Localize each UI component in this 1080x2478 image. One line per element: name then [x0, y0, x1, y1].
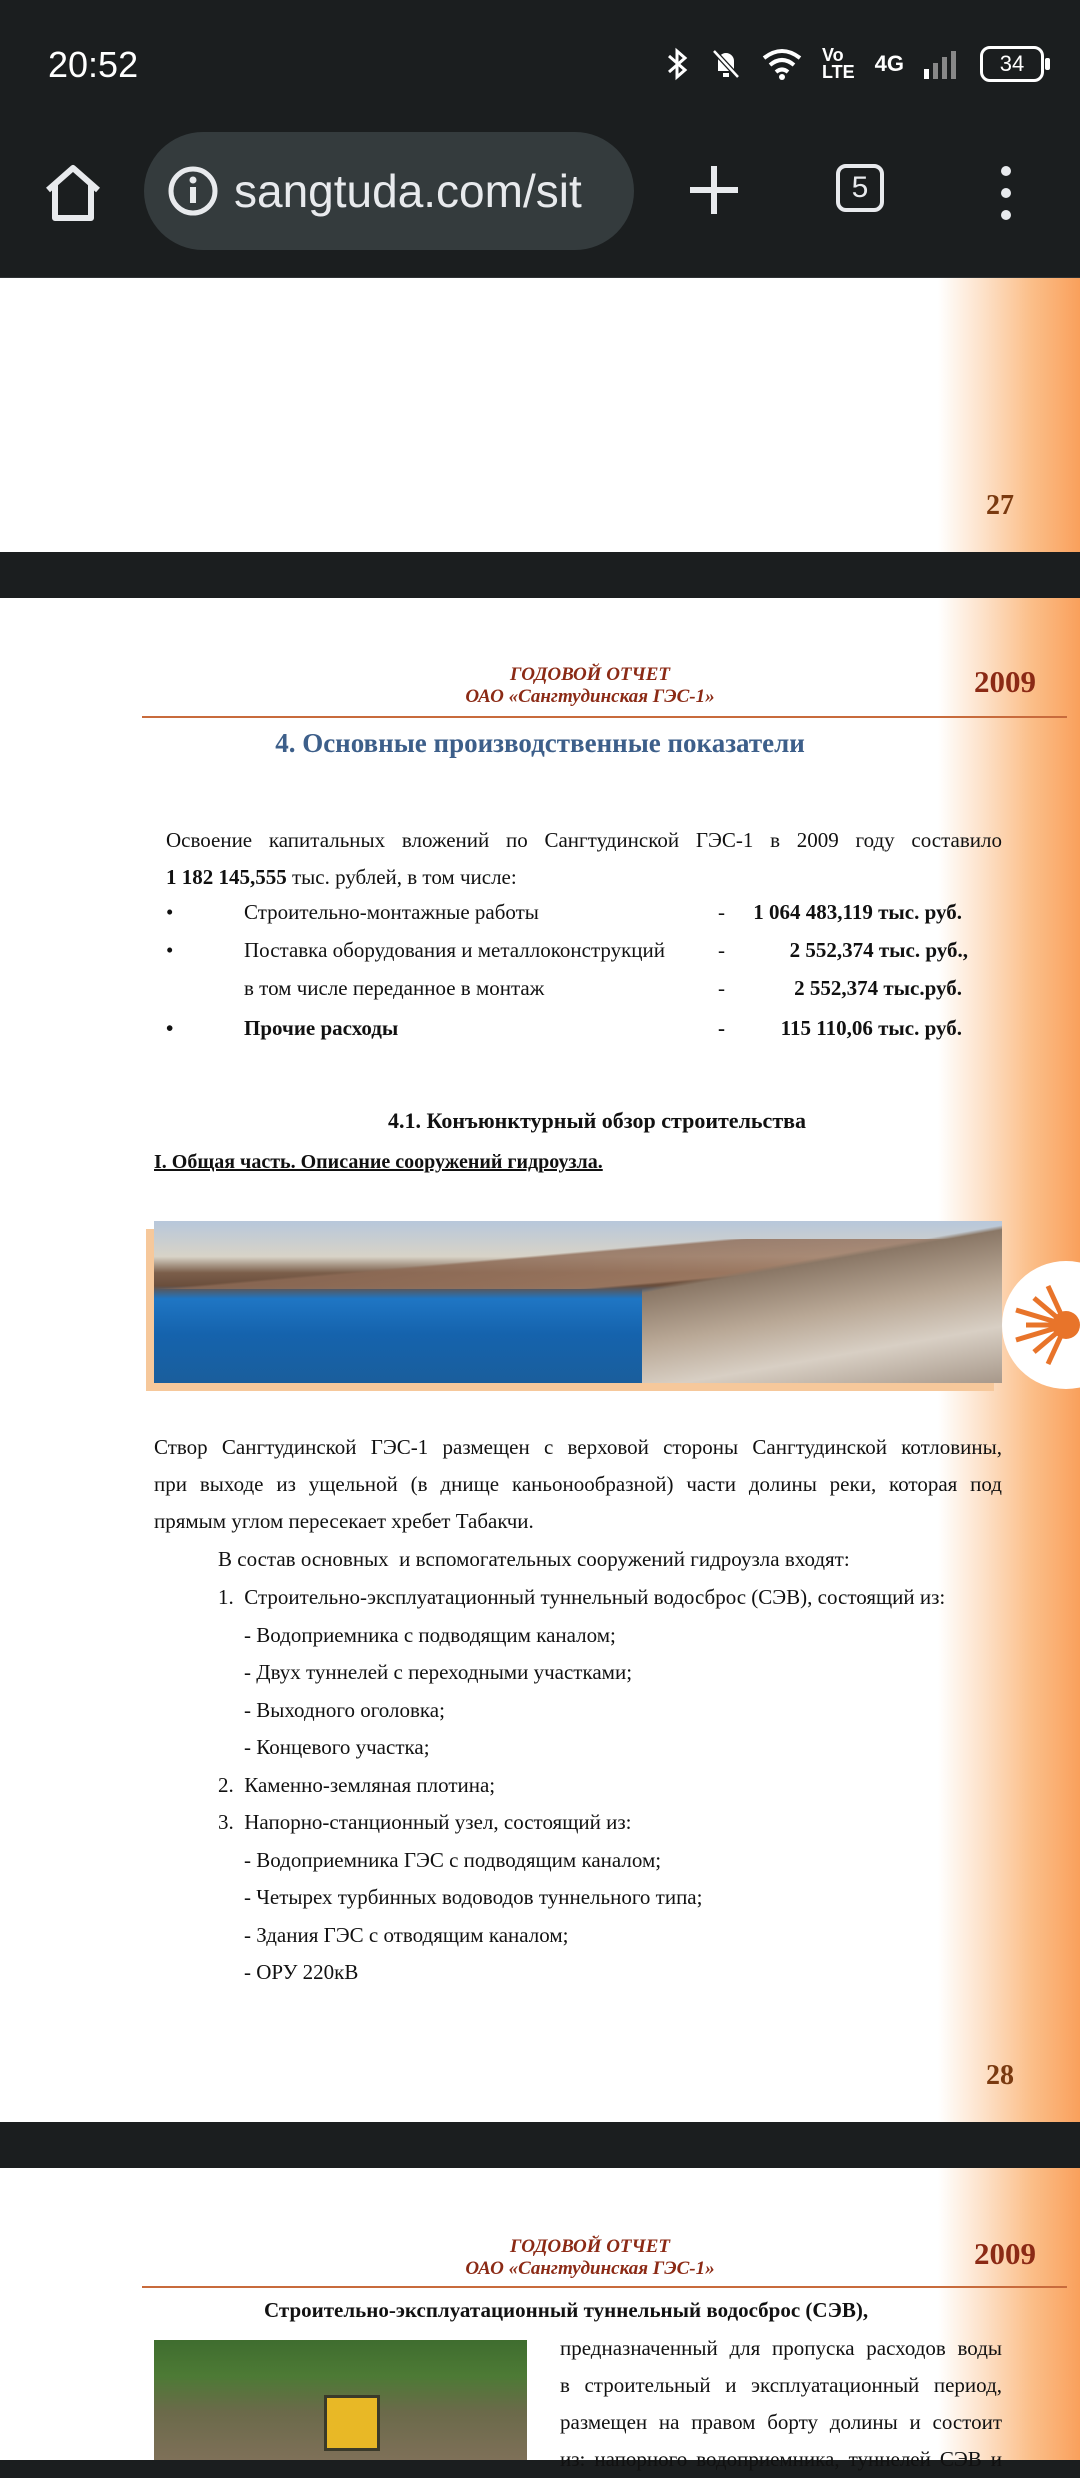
- pdf-page-27: [0, 278, 1080, 552]
- list-line: - Водоприемника с подводящим каналом;: [244, 1623, 616, 1647]
- paragraph-line: предназначенный для пропуска расходов воды: [560, 2336, 1002, 2360]
- tab-switcher-button[interactable]: 5: [836, 164, 884, 212]
- item-value: 1 064 483,119 тыс. руб.: [753, 900, 962, 924]
- bullet: •: [166, 938, 174, 962]
- header-year: 2009: [974, 2236, 1036, 2271]
- header-company: ОАО «Сангтудинская ГЭС-1»: [465, 2258, 715, 2279]
- item-label: Поставка оборудования и металлоконструкций: [244, 938, 666, 962]
- item-dash: -: [718, 938, 725, 962]
- site-info-icon[interactable]: [166, 164, 220, 218]
- part-title: I. Общая часть. Описание сооружений гидроузла.: [154, 1151, 603, 1173]
- url-text[interactable]: sangtuda.com/sit: [234, 165, 582, 217]
- list-line: 2. Каменно-земляная плотина;: [218, 1773, 496, 1797]
- item-label: в том числе переданное в монтаж: [244, 976, 545, 1000]
- bluetooth-icon: [666, 47, 690, 81]
- list-line: - Концевого участка;: [244, 1735, 430, 1759]
- intro-amount: 1 182 145,555: [166, 865, 287, 889]
- paragraph-line: из: напорного водоприемника, туннелей СЭВ и: [560, 2447, 1002, 2471]
- list-line: - Четырех турбинных водоводов туннельного типа;: [244, 1885, 703, 1909]
- paragraph-line: размещен на правом борту долины и состоит: [560, 2410, 1002, 2434]
- header-company: ОАО «Сангтудинская ГЭС-1»: [465, 686, 715, 707]
- intro-rest: тыс. рублей, в том числе:: [286, 865, 517, 889]
- section-title: 4. Основные производственные показатели: [275, 728, 805, 758]
- header-divider: [142, 716, 1067, 718]
- list-line: 3. Напорно-станционный узел, состоящий из:: [218, 1810, 632, 1834]
- volte-indicator: Vo LTE: [821, 45, 855, 82]
- subsection-title: 4.1. Конъюнктурный обзор строительства: [388, 1108, 806, 1133]
- home-icon[interactable]: [40, 160, 106, 226]
- intro-line2: [166, 859, 517, 896]
- item-dash: -: [718, 900, 725, 924]
- overflow-menu-icon[interactable]: [994, 160, 1018, 224]
- browser-toolbar: [0, 130, 1080, 279]
- header-divider: [142, 2286, 1067, 2288]
- paragraph-line: прямым углом пересекает хребет Табакчи.: [154, 1509, 534, 1533]
- list-item: [0, 938, 1080, 968]
- item-dash: -: [718, 1016, 725, 1040]
- list-item: [0, 976, 1080, 1006]
- status-bar: [0, 0, 1080, 130]
- paragraph-line: Створ Сангтудинской ГЭС-1 размещен с верховой стороны Сангтудинской котловины,: [154, 1435, 1002, 1459]
- intro-line1: Освоение капитальных вложений по Сангтудинской ГЭС-1 в 2009 году составило: [166, 828, 1002, 852]
- item-value: 2 552,374 тыс. руб.,: [789, 938, 968, 962]
- company-logo-emblem: [986, 1258, 1080, 1392]
- list-line: 1. Строительно-эксплуатационный туннельный водосброс (СЭВ), состоящий из:: [218, 1585, 946, 1609]
- header-title: ГОДОВОЙ ОТЧЕТ: [509, 2236, 671, 2257]
- address-bar[interactable]: [144, 132, 634, 250]
- list-item: [0, 1016, 1080, 1046]
- section-heading: Строительно-эксплуатационный туннельный водосброс (СЭВ),: [264, 2298, 869, 2322]
- item-dash: -: [718, 976, 725, 1000]
- item-value: 2 552,374 тыс.руб.: [794, 976, 962, 1000]
- network-type: 4G: [874, 51, 904, 76]
- header-year: 2009: [974, 664, 1036, 699]
- list-line: - ОРУ 220кВ: [244, 1960, 359, 1984]
- item-label: Прочие расходы: [244, 1016, 399, 1040]
- bullet: •: [166, 900, 174, 924]
- new-tab-icon[interactable]: [684, 160, 744, 220]
- item-value: 115 110,06 тыс. руб.: [780, 1016, 962, 1040]
- list-line: - Водоприемника ГЭС с подводящим каналом;: [244, 1848, 662, 1872]
- signal-icon: [924, 49, 960, 79]
- paragraph-line: в строительный и эксплуатационный период,: [560, 2373, 1002, 2397]
- list-line: - Здания ГЭС с отводящим каналом;: [244, 1923, 569, 1947]
- list-line: - Двух туннелей с переходными участками;: [244, 1660, 633, 1684]
- dam-panorama-photo: [154, 1221, 1002, 1383]
- status-icons: [666, 46, 1044, 82]
- header-title: ГОДОВОЙ ОТЧЕТ: [509, 664, 671, 685]
- wifi-icon: [762, 48, 802, 80]
- paragraph-intro: В состав основных и вспомогательных сооружений гидроузла входят:: [218, 1547, 850, 1571]
- bullet: •: [166, 1016, 174, 1040]
- page-number: 28: [986, 2060, 1014, 2091]
- list-item: [0, 900, 1080, 930]
- item-label: Строительно-монтажные работы: [244, 900, 539, 924]
- list-line: - Выходного оголовка;: [244, 1698, 445, 1722]
- spillway-photo: [154, 2340, 527, 2460]
- mute-bell-icon: [710, 47, 742, 81]
- status-time: 20:52: [48, 44, 139, 85]
- battery-indicator: 34: [980, 46, 1044, 82]
- page-number: 27: [986, 490, 1014, 521]
- paragraph-line: при выходе из ущельной (в днище каньонообразной) части долины реки, которая под: [154, 1472, 1002, 1496]
